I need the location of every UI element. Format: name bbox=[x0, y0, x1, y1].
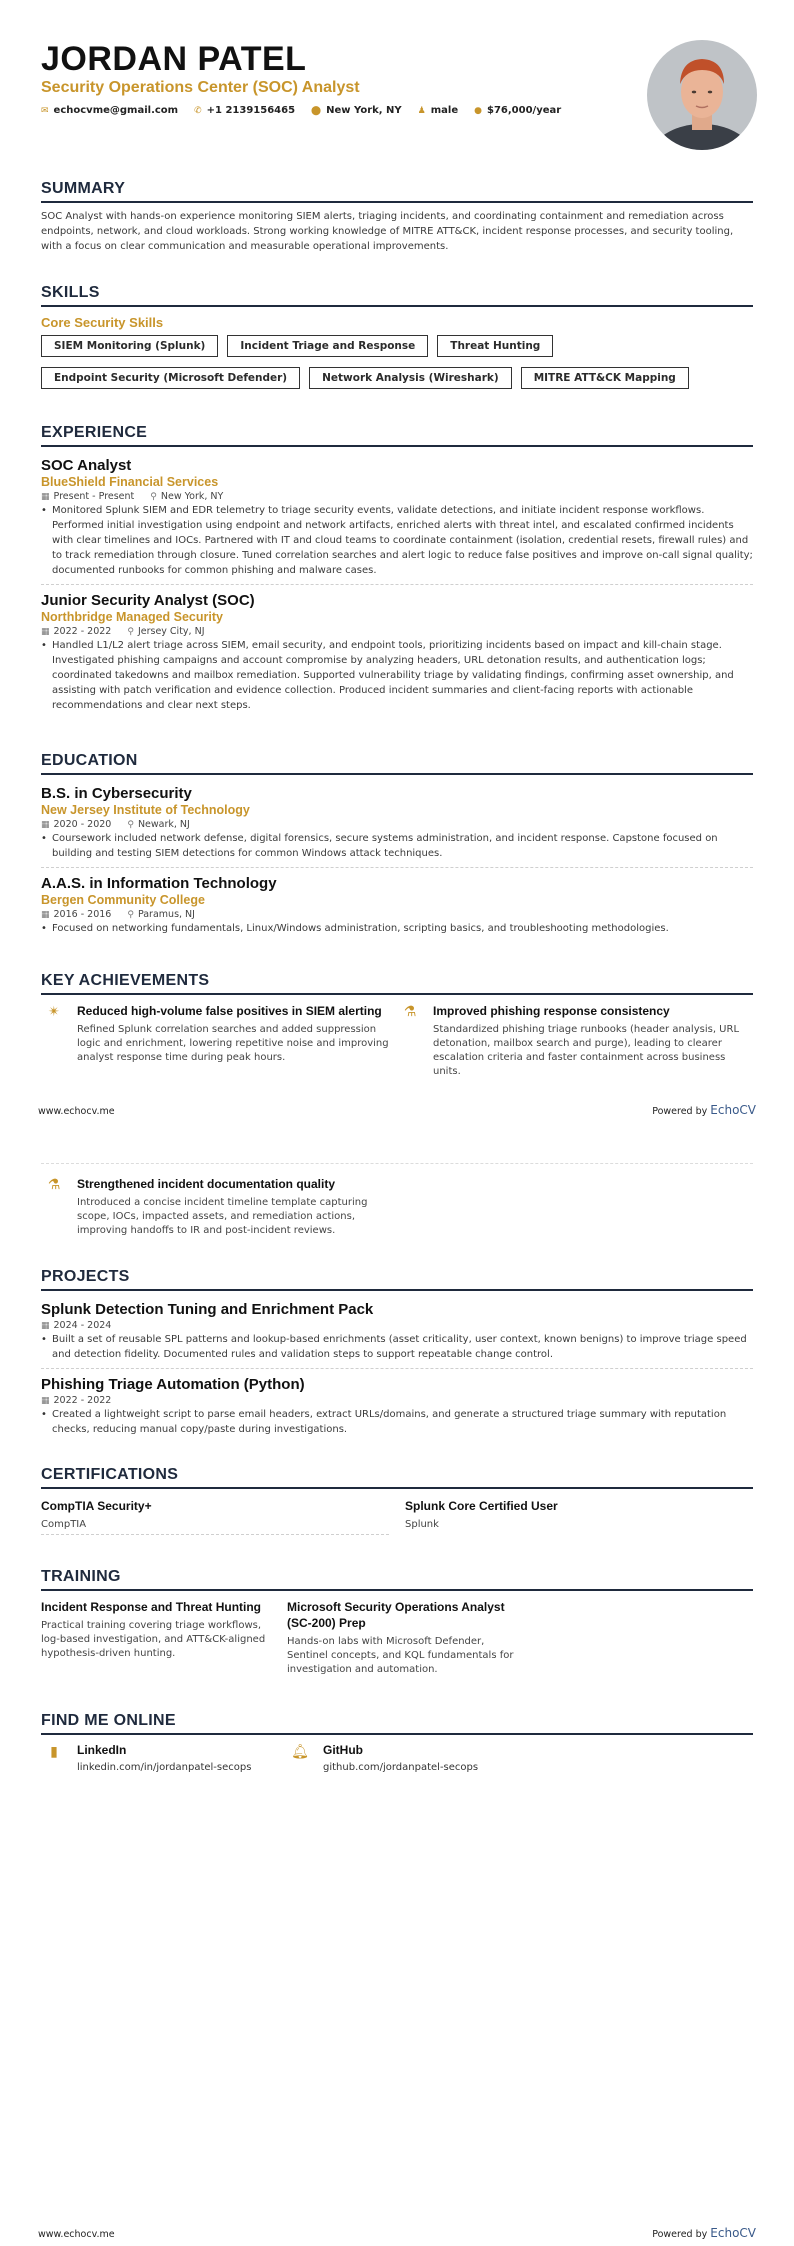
achievements-section bbox=[41, 972, 753, 1079]
avatar bbox=[647, 40, 757, 150]
entry-description: • Focused on networking fundamentals, Linux/Windows administration, scripting basics, and troubleshooting methodologies. bbox=[41, 921, 753, 936]
training-name: Microsoft Security Operations Analyst (SC-200) Prep bbox=[287, 1600, 505, 1630]
entry-organization: Bergen Community College bbox=[41, 893, 205, 907]
achievement-title: Improved phishing response consistency bbox=[433, 1004, 670, 1018]
location-pin-icon: ⚲ bbox=[150, 491, 157, 502]
calendar-icon: ▦ bbox=[41, 491, 50, 502]
entry-meta: ▦ Present - Present ⚲ New York, NY bbox=[41, 491, 224, 502]
certification-name: CompTIA Security+ bbox=[41, 1499, 152, 1513]
calendar-icon: ▦ bbox=[41, 819, 50, 830]
skill-tag: Endpoint Security (Microsoft Defender) bbox=[41, 367, 300, 389]
projects-section bbox=[41, 1268, 753, 1450]
skill-tag: MITRE ATT&CK Mapping bbox=[521, 367, 689, 389]
brand-logo: EchoCV bbox=[710, 1103, 756, 1117]
person-icon: ♟ bbox=[417, 105, 426, 116]
online-heading: FIND ME ONLINE bbox=[41, 1712, 753, 1735]
training-description: Hands-on labs with Microsoft Defender, Sentinel concepts, and KQL fundamentals for investigation and automation. bbox=[287, 1636, 514, 1675]
certifications-heading: CERTIFICATIONS bbox=[41, 1466, 753, 1489]
entry-description: • Created a lightweight script to parse email headers, extract URLs/domains, and generate a structured triage summary with reputation checks, reducing manual copy/paste during investigations. bbox=[41, 1407, 753, 1437]
entry-title: A.A.S. in Information Technology bbox=[41, 875, 277, 892]
online-url[interactable]: linkedin.com/in/jordanpatel-secops bbox=[77, 1762, 252, 1773]
online-label: LinkedIn bbox=[77, 1743, 127, 1757]
skills-group-title: Core Security Skills bbox=[41, 315, 164, 330]
summary-section bbox=[41, 180, 753, 254]
skill-tag: SIEM Monitoring (Splunk) bbox=[41, 335, 218, 357]
candidate-title: Security Operations Center (SOC) Analyst bbox=[41, 79, 360, 96]
entry-description: • Coursework included network defense, digital forensics, secure systems administration, and incident response. Capstone focused on building and testing SIEM detections for common Windows attack techniques. bbox=[41, 831, 753, 861]
skill-tag: Network Analysis (Wireshark) bbox=[309, 367, 512, 389]
flask-icon: ⚗ bbox=[403, 1004, 417, 1020]
entry-title: B.S. in Cybersecurity bbox=[41, 785, 192, 802]
calendar-icon: ▦ bbox=[41, 1395, 50, 1406]
training-description: Practical training covering triage workflows, log-based investigation, and ATT&CK-aligned hypothesis-driven hunting. bbox=[41, 1620, 266, 1659]
projects-heading: PROJECTS bbox=[41, 1268, 753, 1291]
certification-name: Splunk Core Certified User bbox=[405, 1499, 558, 1513]
location-pin-icon: ⚲ bbox=[127, 626, 134, 637]
training-name: Incident Response and Threat Hunting bbox=[41, 1600, 262, 1614]
brand-logo: EchoCV bbox=[710, 2226, 756, 2240]
calendar-icon: ▦ bbox=[41, 909, 50, 920]
online-url[interactable]: github.com/jordanpatel-secops bbox=[323, 1762, 479, 1773]
location-pin-icon: ⬤ bbox=[311, 105, 322, 116]
skill-tag: Threat Hunting bbox=[437, 335, 553, 357]
skills-section bbox=[41, 284, 753, 389]
certifications-list bbox=[41, 1499, 753, 1535]
footer-site[interactable]: www.echocv.me bbox=[38, 1106, 115, 1117]
calendar-icon: ▦ bbox=[41, 1320, 50, 1331]
document-icon: ▮ bbox=[50, 1744, 58, 1760]
header bbox=[41, 40, 753, 116]
certification-item bbox=[405, 1499, 753, 1535]
online-item-linkedin[interactable] bbox=[41, 1743, 271, 1773]
entry-meta: ▦ 2022 - 2022 ⚲ Jersey City, NJ bbox=[41, 626, 205, 637]
bell-icon: 🔔︎ bbox=[291, 1744, 309, 1760]
entry-description: • Handled L1/L2 alert triage across SIEM, email security, and endpoint tools, prioritizing incidents based on impact and kill-chain stage. Investigated phishing campaigns and account compromise by analyzing headers, URL detonation results, and authentication logs; coordinated takedowns and mailbox remediation. Supported vulnerability triage by validating findings, confirming asset ownership, and assisting with patch verification and evidence collection. Produced incident summaries and client-facing reports with actionable recommendations and clear next steps. bbox=[41, 638, 753, 713]
entry-title: Splunk Detection Tuning and Enrichment Pack bbox=[41, 1301, 374, 1318]
entry-description: • Built a set of reusable SPL patterns and lookup-based enrichments (asset criticality, user context, known benigns) to improve triage speed and detection fidelity. Documented rules and validation steps to support repeatable change control. bbox=[41, 1332, 753, 1362]
contact-location: ⬤ New York, NY bbox=[311, 105, 402, 116]
training-item bbox=[41, 1599, 273, 1677]
entry-organization: Northbridge Managed Security bbox=[41, 610, 223, 624]
experience-section bbox=[41, 424, 753, 726]
training-section bbox=[41, 1568, 753, 1677]
contact-gender: ♟ male bbox=[417, 105, 459, 116]
achievement-item bbox=[397, 1003, 753, 1079]
certification-issuer: CompTIA bbox=[41, 1519, 389, 1535]
phone-icon: ✆ bbox=[194, 105, 202, 116]
certification-item bbox=[41, 1499, 389, 1535]
footer-powered: Powered by EchoCV bbox=[652, 2226, 756, 2240]
achievement-description: Refined Splunk correlation searches and added suppression logic and enrichment, lowering repetitive noise and improving analyst response time during peak hours. bbox=[77, 1024, 389, 1063]
achievement-title: Strengthened incident documentation quality bbox=[77, 1177, 336, 1191]
entry-meta: ▦ 2016 - 2016 ⚲ Paramus, NJ bbox=[41, 909, 195, 920]
entry-organization: BlueShield Financial Services bbox=[41, 475, 219, 489]
contact-salary: ● $76,000/year bbox=[474, 105, 562, 116]
skill-tag: Incident Triage and Response bbox=[227, 335, 428, 357]
achievement-description: Standardized phishing triage runbooks (header analysis, URL detonation, mailbox search and purge), leading to clearer escalation criteria and faster containment across business units. bbox=[433, 1024, 740, 1077]
experience-entry bbox=[41, 592, 753, 719]
online-section bbox=[41, 1712, 753, 1773]
achievements-grid bbox=[41, 1003, 753, 1079]
resume-page-2 bbox=[0, 1123, 794, 2246]
achievement-item bbox=[41, 1176, 397, 1238]
experience-heading: EXPERIENCE bbox=[41, 424, 753, 447]
entry-organization: New Jersey Institute of Technology bbox=[41, 803, 250, 817]
entry-title: Junior Security Analyst (SOC) bbox=[41, 592, 255, 609]
project-entry bbox=[41, 1376, 753, 1443]
education-heading: EDUCATION bbox=[41, 752, 753, 775]
magic-wand-icon: ✴ bbox=[48, 1004, 60, 1020]
location-pin-icon: ⚲ bbox=[127, 819, 134, 830]
education-section bbox=[41, 752, 753, 949]
calendar-icon: ▦ bbox=[41, 626, 50, 637]
achievement-description: Introduced a concise incident timeline template capturing scope, IOCs, impacted assets, and remediation actions, improving handoffs to IR and post-incident reviews. bbox=[77, 1197, 368, 1236]
education-entry bbox=[41, 785, 753, 868]
footer-site[interactable]: www.echocv.me bbox=[38, 2229, 115, 2240]
entry-meta: ▦ 2020 - 2020 ⚲ Newark, NJ bbox=[41, 819, 190, 830]
summary-text: SOC Analyst with hands-on experience monitoring SIEM alerts, triaging incidents, and coordinating containment and remediation across endpoints, network, and cloud workloads. Strong working knowledge of MITRE ATT&CK, incident response processes, and security tooling, with a focus on clear communication and measurable operational improvements. bbox=[41, 211, 734, 252]
candidate-name: JORDAN PATEL bbox=[41, 40, 307, 78]
training-heading: TRAINING bbox=[41, 1568, 753, 1591]
location-pin-icon: ⚲ bbox=[127, 909, 134, 920]
experience-entry bbox=[41, 457, 753, 585]
flask-icon: ⚗ bbox=[47, 1177, 61, 1193]
achievement-title: Reduced high-volume false positives in SIEM alerting bbox=[77, 1004, 382, 1018]
certifications-section bbox=[41, 1466, 753, 1535]
training-item bbox=[287, 1599, 519, 1677]
contact-email[interactable]: ✉ echocvme@gmail.com bbox=[41, 105, 179, 116]
achievements-continued bbox=[41, 1163, 753, 1238]
education-entry bbox=[41, 875, 753, 942]
contact-row bbox=[41, 105, 753, 116]
project-entry bbox=[41, 1301, 753, 1369]
entry-meta: ▦ 2024 - 2024 bbox=[41, 1320, 112, 1331]
summary-heading: SUMMARY bbox=[41, 180, 753, 203]
online-list bbox=[41, 1743, 753, 1773]
certification-issuer: Splunk bbox=[405, 1519, 439, 1530]
skills-heading: SKILLS bbox=[41, 284, 753, 307]
entry-meta: ▦ 2022 - 2022 bbox=[41, 1395, 112, 1406]
online-item-github[interactable] bbox=[287, 1743, 517, 1773]
achievement-item bbox=[41, 1003, 397, 1079]
entry-title: Phishing Triage Automation (Python) bbox=[41, 1376, 305, 1393]
entry-title: SOC Analyst bbox=[41, 457, 132, 474]
email-icon: ✉ bbox=[41, 105, 49, 116]
footer-powered: Powered by EchoCV bbox=[652, 1103, 756, 1117]
achievements-heading: KEY ACHIEVEMENTS bbox=[41, 972, 753, 995]
online-label: GitHub bbox=[323, 1743, 363, 1757]
contact-phone[interactable]: ✆ +1 2139156465 bbox=[194, 105, 296, 116]
skills-list bbox=[41, 335, 731, 389]
entry-description: • Monitored Splunk SIEM and EDR telemetry to triage security events, validate detections, and initiate incident response workflows. Performed initial investigation using endpoint and network artifacts, enriched alerts with threat intel, and escalated confirmed incidents with clear timelines and IOCs. Partnered with IT and cloud teams to coordinate containment (isolation, credential resets, firewall rules) and to track remediation through closure. Tuned correlation searches and alert logic to reduce false positives and improve on-call signal quality; documented runbooks for common phishing and malware cases. bbox=[41, 503, 753, 578]
money-icon: ● bbox=[474, 105, 482, 116]
training-list bbox=[41, 1599, 753, 1677]
